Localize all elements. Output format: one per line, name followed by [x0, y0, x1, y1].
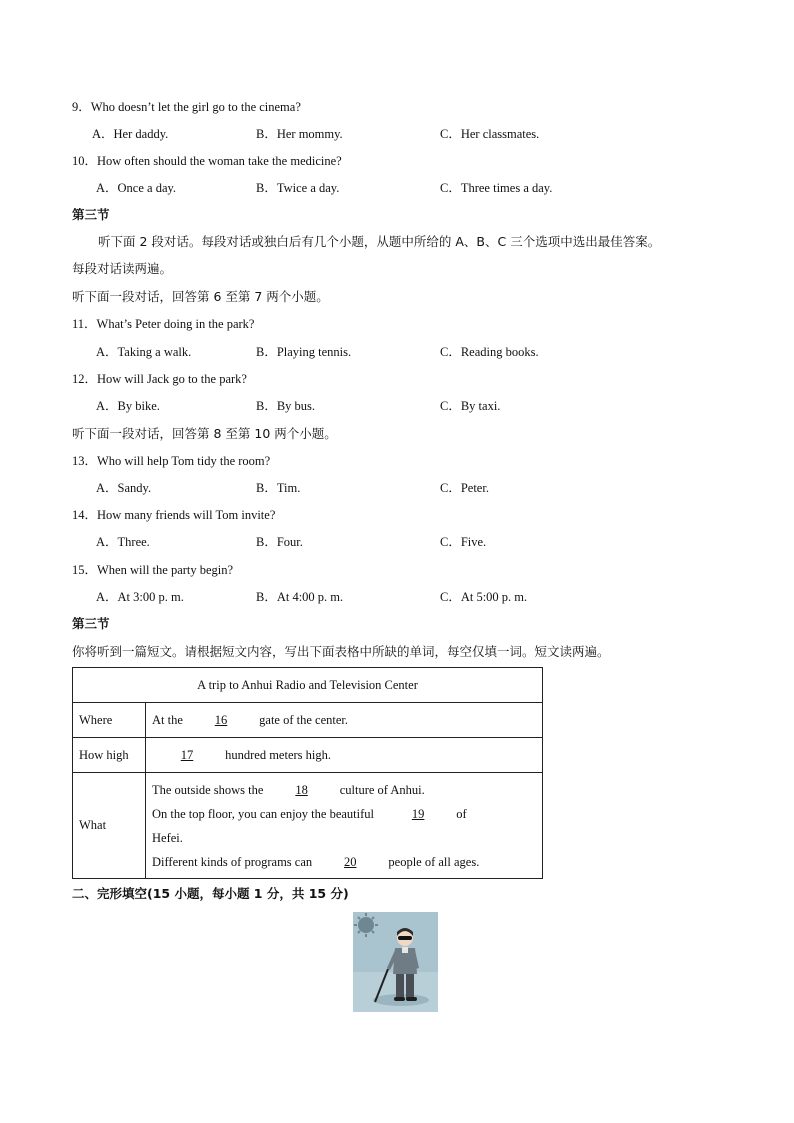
option-c: C．Reading books. — [440, 345, 539, 359]
question-stem: 11．What’s Peter doing in the park? — [72, 317, 255, 331]
what-line-2 — [152, 802, 536, 826]
what-line-4-post: people of all ages. — [388, 854, 480, 869]
part-title: 二、完形填空(15 小题，每小题 1 分，共 15 分) — [72, 886, 349, 901]
how-high-text-post: hundred meters high. — [225, 747, 332, 762]
option-a: A．By bike. — [96, 399, 160, 413]
answer-blank-18[interactable]: 18 — [295, 782, 308, 797]
question-stem: 14．How many friends will Tom invite? — [72, 508, 276, 522]
section-title: 第三节 — [72, 616, 110, 631]
where-cell — [146, 703, 543, 738]
section-instructions: 你将听到一篇短文。请根据短文内容，写出下面表格中所缺的单词，每空仅填一词。短文读两遍。 — [72, 644, 610, 659]
option-c: C．Peter. — [440, 481, 489, 495]
blind-man-with-cane-icon — [353, 912, 438, 1012]
option-b: B．Twice a day. — [256, 181, 340, 195]
option-b: B．At 4:00 p. m. — [256, 590, 344, 604]
option-b: B．Four. — [256, 535, 303, 549]
option-a: A．Her daddy. — [92, 127, 169, 141]
row-label-where: Where — [73, 703, 146, 738]
option-a: A．Taking a walk. — [96, 345, 192, 359]
question-stem: 9．Who doesn’t let the girl go to the cinema? — [72, 100, 301, 114]
what-line-4-pre: Different kinds of programs can — [152, 854, 313, 869]
what-line-1-post: culture of Anhui. — [339, 782, 425, 797]
dialog-instructions: 听下面一段对话，回答第 8 至第 10 两个小题。 — [72, 426, 337, 441]
where-text-post: gate of the center. — [259, 712, 348, 727]
dialog-instructions: 听下面一段对话，回答第 6 至第 7 两个小题。 — [72, 289, 329, 304]
question-stem: 10．How often should the woman take the medicine? — [72, 154, 342, 168]
option-a: A．Sandy. — [96, 481, 152, 495]
question-stem: 12．How will Jack go to the park? — [72, 372, 247, 386]
option-b: B．Her mommy. — [256, 127, 343, 141]
answer-blank-16[interactable]: 16 — [214, 712, 228, 727]
answer-blank-17[interactable]: 17 — [180, 747, 194, 762]
answer-blank-19[interactable]: 19 — [411, 806, 425, 821]
where-text-pre: At the — [152, 712, 183, 727]
table-row — [73, 703, 543, 738]
option-c: C．Three times a day. — [440, 181, 553, 195]
trip-table — [72, 667, 543, 879]
what-line-1-pre: The outside shows the — [152, 782, 264, 797]
table-row — [73, 773, 543, 879]
what-line-3: Hefei. — [152, 830, 183, 845]
table-title: A trip to Anhui Radio and Television Center — [73, 668, 543, 703]
what-line-1 — [152, 778, 536, 802]
table-row — [73, 738, 543, 773]
option-b: B．Playing tennis. — [256, 345, 352, 359]
option-b: B．By bus. — [256, 399, 316, 413]
answer-blank-20[interactable]: 20 — [344, 854, 357, 869]
option-a: A．At 3:00 p. m. — [96, 590, 184, 604]
section-instructions: 听下面 2 段对话。每段对话或独白后有几个小题，从题中所给的 A、B、C 三个选项中选出最佳答案。 — [98, 234, 661, 249]
table-row — [73, 668, 543, 703]
option-c: C．Five. — [440, 535, 487, 549]
how-high-cell — [146, 738, 543, 773]
option-b: B．Tim. — [256, 481, 301, 495]
option-a: A．Three. — [96, 535, 150, 549]
option-c: C．At 5:00 p. m. — [440, 590, 528, 604]
option-a: A．Once a day. — [96, 181, 177, 195]
what-line-2-post: of — [456, 806, 467, 821]
section-title: 第三节 — [72, 207, 110, 222]
section-instructions-cont: 每段对话读两遍。 — [72, 261, 173, 276]
option-c: C．By taxi. — [440, 399, 501, 413]
question-stem: 15．When will the party begin? — [72, 563, 234, 577]
option-c: C．Her classmates. — [440, 127, 540, 141]
question-stem: 13．Who will help Tom tidy the room? — [72, 454, 271, 468]
row-label-what: What — [73, 773, 146, 879]
row-label-how-high: How high — [73, 738, 146, 773]
what-line-4 — [152, 850, 536, 874]
what-line-2-pre: On the top floor, you can enjoy the beautiful — [152, 806, 375, 821]
what-cell — [146, 773, 543, 879]
